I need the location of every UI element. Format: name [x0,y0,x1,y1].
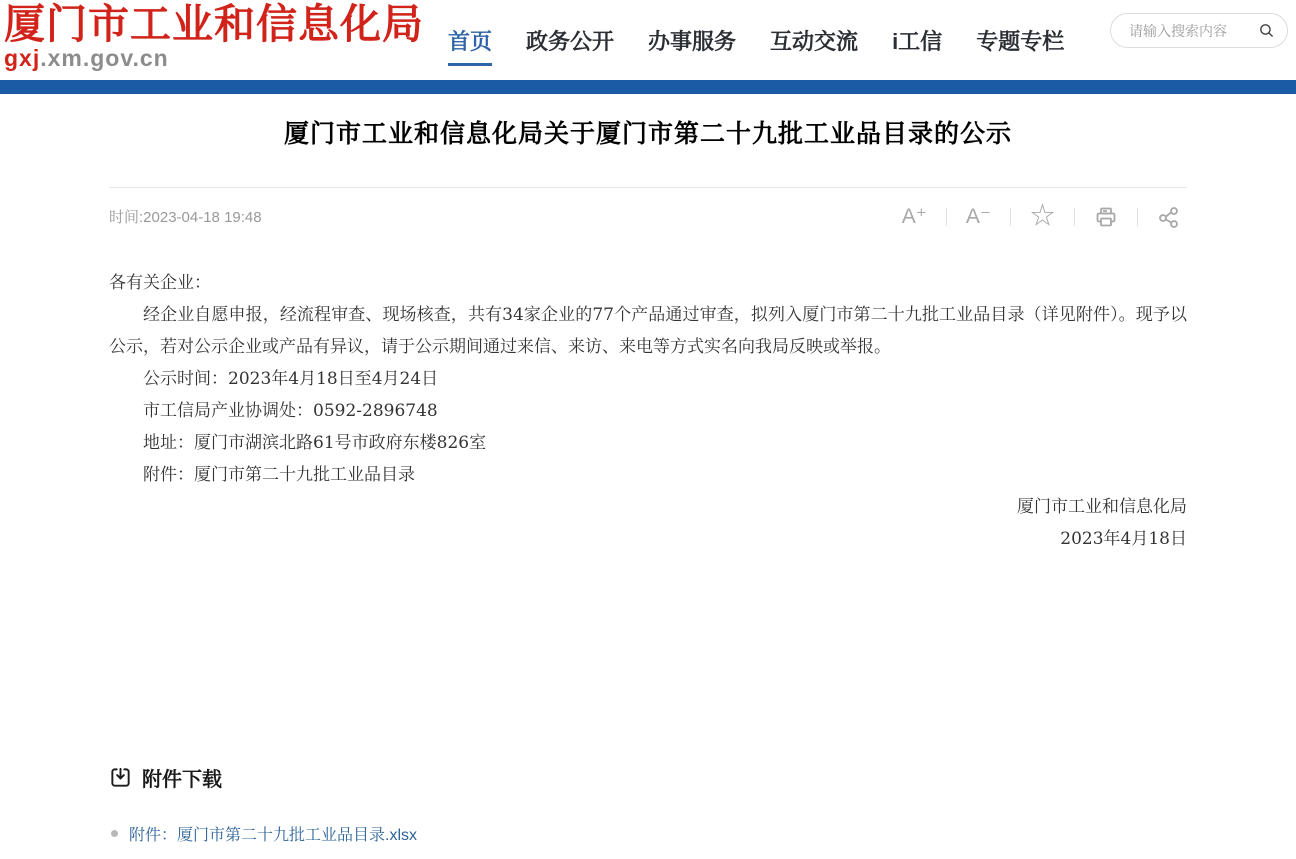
paragraph-contact: 市工信局产业协调处：0592-2896748 [143,401,438,421]
nav-item-i-gongxin[interactable]: i工信 [892,29,943,54]
paragraph-public-period: 公示时间：2023年4月18日至4月24日 [143,369,439,389]
attachments-section-title: 附件下载 [142,769,222,791]
article-toolbar [902,204,1187,229]
font-decrease-button[interactable]: A⁻ [965,205,991,228]
printer-icon[interactable] [1075,205,1137,229]
bullet-icon [111,830,118,837]
publish-time: 时间:2023-04-18 19:48 [109,209,262,226]
attachments-section [109,763,1187,859]
search-icon[interactable] [1258,22,1275,39]
site-header [0,0,1296,80]
article-meta-row [109,188,1187,243]
download-icon [109,766,132,789]
nav-item-special-columns[interactable]: 专题专栏 [976,29,1065,54]
favorite-star-icon[interactable]: ☆ [1029,202,1055,230]
main-nav [448,4,1064,66]
share-icon[interactable] [1138,205,1187,229]
site-logo[interactable] [4,1,424,71]
site-domain-prefix: gxj [4,45,41,71]
header-accent-bar [0,80,1296,94]
nav-item-gov-info[interactable]: 政务公开 [526,29,615,54]
search-box [1110,13,1288,48]
paragraph-salutation: 各有关企业： [109,273,211,293]
nav-item-services[interactable]: 办事服务 [648,29,737,54]
paragraph-attachment-note: 附件：厦门市第二十九批工业品目录 [143,465,415,485]
search-input[interactable] [1127,22,1258,40]
whitespace-spacer [109,555,1187,763]
paragraph-main: 经企业自愿申报，经流程审查、现场核查，共有34家企业的77个产品通过审查，拟列入厦门市第二十九批工业品目录（详见附件）。现予以公示，若对公示企业或产品有异议，请于公示期间通过来信、来访、来电等方式实名向我局反映或举报。 [109,305,1187,357]
site-domain-suffix: .xm.gov.cn [40,45,169,71]
nav-item-home[interactable]: 首页 [448,25,492,66]
article-title: 厦门市工业和信息化局关于厦门市第二十九批工业品目录的公示 [283,120,1012,148]
paragraph-address: 地址：厦门市湖滨北路61号市政府东楼826室 [143,433,487,453]
attachments-header [109,763,1187,792]
site-logo-domain [4,47,424,70]
font-increase-button[interactable]: A⁺ [901,205,927,228]
signature-date: 2023年4月18日 [1060,529,1187,549]
signature-agency: 厦门市工业和信息化局 [1017,497,1187,517]
site-logo-title: 厦门市工业和信息化局 [4,1,424,47]
attachment-link[interactable]: 附件：厦门市第二十九批工业品目录.xlsx [129,827,418,844]
attachment-item [109,822,1187,845]
nav-item-interaction[interactable]: 互动交流 [770,29,859,54]
attachments-list [109,822,1187,859]
article-body [109,267,1187,555]
article-page [109,114,1187,859]
